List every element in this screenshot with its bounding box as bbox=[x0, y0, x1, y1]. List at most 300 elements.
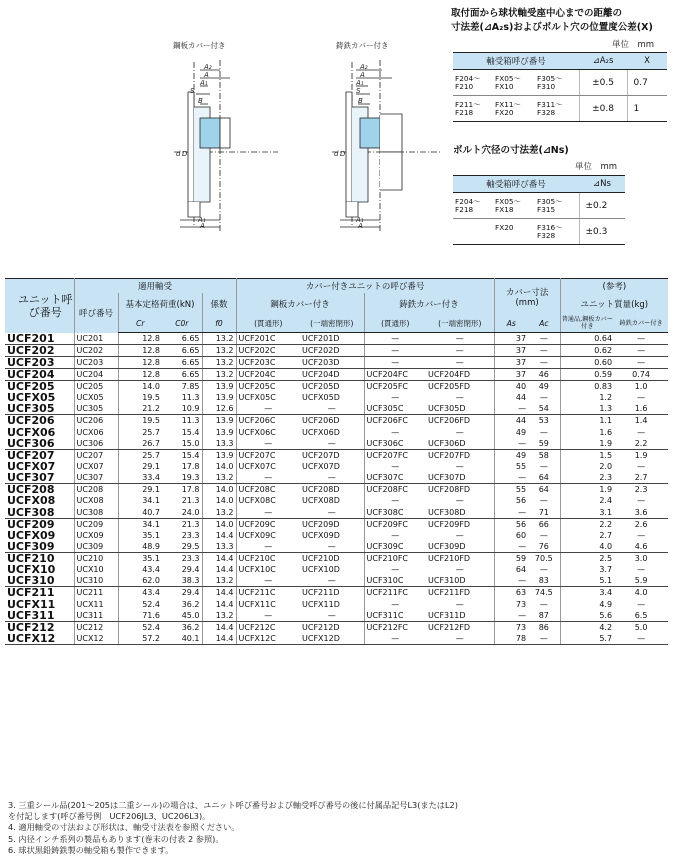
table-row bbox=[5, 530, 668, 541]
cor-value: 21.3 bbox=[181, 519, 200, 529]
cor-value: 15.4 bbox=[181, 427, 200, 437]
iron-closed: UCF207FD bbox=[428, 450, 471, 460]
header-cor: C0r bbox=[162, 315, 202, 333]
f0-value: 14.4 bbox=[202, 598, 236, 609]
as-value: 64 bbox=[494, 564, 528, 575]
mass-iron: 1.0 bbox=[634, 382, 648, 391]
iron-through: UCF207FC bbox=[364, 449, 426, 461]
mass-standard: 2.3 bbox=[560, 472, 614, 484]
footnote: 6. 球状黒鉛鋳鉄製の軸受箱も製作できます。 bbox=[8, 844, 174, 855]
table-row bbox=[5, 575, 668, 587]
ac-value: 64 bbox=[538, 485, 549, 495]
cor-value: 36.2 bbox=[181, 622, 200, 632]
ac-value: 46 bbox=[528, 369, 560, 381]
unit-number: UCF207 bbox=[7, 448, 55, 462]
bearing-number: UC202 bbox=[74, 345, 118, 357]
unit-number: UCFX07 bbox=[7, 459, 56, 473]
header-mass-standard: 普通品,鋼板カバー付き bbox=[560, 315, 614, 333]
f0-value: 13.9 bbox=[202, 392, 236, 403]
table-row bbox=[5, 333, 668, 345]
mass-iron: 5.0 bbox=[634, 622, 648, 632]
unit-number: UCFX08 bbox=[7, 494, 56, 508]
steel-closed: UCF210D bbox=[302, 553, 340, 563]
mass-standard: 2.7 bbox=[560, 530, 614, 541]
table-row bbox=[5, 381, 668, 393]
tol-housing-b: FX11〜FX20 bbox=[495, 99, 521, 117]
steel-closed: — bbox=[300, 507, 364, 519]
steel-closed: UCF203D bbox=[300, 357, 364, 369]
steel-closed: UCFX10D bbox=[302, 565, 340, 575]
svg-text:B: B bbox=[198, 97, 203, 105]
iron-closed: — bbox=[455, 496, 464, 506]
tol-row bbox=[453, 96, 667, 122]
cor-value: 24.0 bbox=[162, 507, 202, 519]
as-value: 37 bbox=[494, 333, 528, 345]
bearing-number: UC206 bbox=[74, 415, 118, 427]
bearing-number: UC307 bbox=[74, 472, 118, 484]
cr-value: 52.4 bbox=[118, 598, 162, 609]
f0-value: 14.4 bbox=[202, 633, 236, 645]
iron-through: UCF209FC bbox=[364, 518, 426, 530]
ac-value: 87 bbox=[528, 610, 560, 622]
cr-value: 25.7 bbox=[118, 449, 162, 461]
iron-through: — bbox=[364, 392, 426, 403]
steel-through: UCF202C bbox=[236, 345, 300, 357]
iron-closed: UCF305D bbox=[426, 403, 494, 415]
header-unit-mass: ユニット質量(kg) bbox=[560, 293, 668, 315]
iron-through: UCF212FC bbox=[364, 621, 426, 633]
table-row bbox=[5, 598, 668, 609]
steel-closed: UCF206D bbox=[302, 416, 340, 426]
cor-value: 45.0 bbox=[162, 610, 202, 622]
ac-value: 70.5 bbox=[534, 553, 553, 563]
steel-closed: — bbox=[300, 438, 364, 450]
iron-through: — bbox=[364, 333, 426, 345]
mass-iron: 2.2 bbox=[614, 438, 668, 450]
cr-value: 25.7 bbox=[118, 426, 162, 437]
ac-value: 53 bbox=[538, 416, 549, 426]
iron-through: — bbox=[364, 530, 426, 541]
f0-value: 14.4 bbox=[202, 621, 236, 633]
mass-standard: 1.9 bbox=[560, 484, 614, 496]
iron-through: UCF211FC bbox=[364, 587, 426, 599]
mass-iron: 2.7 bbox=[614, 472, 668, 484]
steel-through: UCF204C bbox=[236, 369, 300, 381]
mass-standard: 1.9 bbox=[560, 438, 614, 450]
steel-closed: UCFX12D bbox=[300, 633, 364, 645]
svg-text:A: A bbox=[358, 222, 363, 230]
ac-value: 49 bbox=[538, 382, 549, 391]
table-row bbox=[5, 357, 668, 369]
bearing-number: UC311 bbox=[74, 610, 118, 622]
cr-value: 14.0 bbox=[118, 381, 162, 393]
iron-through: — bbox=[364, 357, 426, 369]
tol-housing-a: F204〜F210 bbox=[455, 73, 481, 91]
table-row bbox=[5, 392, 668, 403]
mass-standard: 0.59 bbox=[560, 369, 614, 381]
table-row bbox=[5, 610, 668, 622]
mass-iron: — bbox=[614, 333, 668, 345]
bolt-housing-a bbox=[453, 224, 493, 240]
cor-value: 19.3 bbox=[162, 472, 202, 484]
steel-through: UCF201C bbox=[236, 333, 300, 345]
f0-value: 13.9 bbox=[202, 381, 236, 393]
cor-value: 15.4 bbox=[181, 450, 200, 460]
bearing-number: UC205 bbox=[74, 381, 118, 393]
table-row bbox=[5, 484, 668, 496]
iron-through: UCF306C bbox=[364, 438, 426, 450]
mass-standard: 4.9 bbox=[560, 598, 614, 609]
steel-cover-caption: 鋼板カバー付き bbox=[173, 41, 226, 50]
bearing-number: UC204 bbox=[74, 369, 118, 381]
as-value: 56 bbox=[494, 495, 528, 506]
iron-closed: — bbox=[455, 565, 464, 575]
cr-value: 12.8 bbox=[118, 333, 162, 345]
bearing-number: UCX12 bbox=[74, 633, 118, 645]
table-row bbox=[5, 587, 668, 599]
steel-through: UCFX06C bbox=[236, 426, 300, 437]
iron-closed: UCF308D bbox=[426, 507, 494, 519]
steel-through: UCF211C bbox=[236, 587, 300, 599]
svg-text:A₂: A₂ bbox=[204, 63, 212, 71]
table-row bbox=[5, 403, 668, 415]
iron-closed: — bbox=[455, 461, 464, 471]
cr-value: 52.4 bbox=[118, 621, 162, 633]
table-row bbox=[5, 621, 668, 633]
cor-value: 6.65 bbox=[162, 333, 202, 345]
as-value: 73 bbox=[494, 621, 528, 633]
f0-value: 13.3 bbox=[202, 438, 236, 450]
cor-value: 6.65 bbox=[162, 357, 202, 369]
bearing-number: UCX06 bbox=[74, 426, 118, 437]
bearing-number: UC208 bbox=[74, 484, 118, 496]
cor-value: 29.4 bbox=[181, 565, 200, 575]
iron-closed: — bbox=[426, 357, 494, 369]
mass-standard: 2.4 bbox=[560, 495, 614, 506]
ac-value: 83 bbox=[528, 575, 560, 587]
f0-value: 14.4 bbox=[202, 530, 236, 541]
header-factor: 係数 bbox=[202, 293, 236, 315]
unit-number: UCF308 bbox=[5, 507, 74, 519]
bearing-number: UC211 bbox=[74, 587, 118, 599]
footnote: 3. 三重シール品(201〜205は二重シール)の場合は、ユニット呼び番号および軸受呼び番号の後に付属品記号L3(またはL2) bbox=[8, 800, 458, 810]
iron-closed: — bbox=[455, 530, 464, 540]
f0-value: 13.9 bbox=[202, 426, 236, 437]
ac-value: — bbox=[539, 599, 548, 609]
cr-value: 12.8 bbox=[118, 345, 162, 357]
f0-value: 13.2 bbox=[202, 575, 236, 587]
f0-value: 13.2 bbox=[202, 369, 236, 381]
header-as: As bbox=[494, 315, 528, 333]
svg-text:A₁: A₁ bbox=[198, 216, 206, 224]
cr-value: 26.7 bbox=[118, 438, 162, 450]
bolt-header-housing: 軸受箱呼び番号 bbox=[453, 176, 579, 193]
mass-standard: 3.4 bbox=[560, 587, 614, 599]
iron-through: UCF206FC bbox=[364, 415, 426, 427]
tol-x-value: 1 bbox=[627, 96, 667, 122]
table-row bbox=[5, 633, 668, 645]
as-value: — bbox=[494, 541, 528, 553]
iron-through: — bbox=[364, 345, 426, 357]
tol-a2s-value: ±0.8 bbox=[579, 96, 627, 122]
as-value: 63 bbox=[494, 587, 528, 599]
header-iron-through: (貫通形) bbox=[364, 315, 426, 333]
cr-value: 62.0 bbox=[118, 575, 162, 587]
bolt-housing-a: F204〜F218 bbox=[455, 196, 481, 214]
cor-value: 15.0 bbox=[162, 438, 202, 450]
as-value: — bbox=[494, 472, 528, 484]
iron-closed: UCF210FD bbox=[428, 553, 471, 563]
steel-closed: — bbox=[300, 610, 364, 622]
iron-through: — bbox=[364, 564, 426, 575]
bearing-number: UC210 bbox=[74, 552, 118, 564]
iron-closed: — bbox=[426, 345, 494, 357]
mass-standard: 4.2 bbox=[560, 621, 614, 633]
header-applicable-bearing: 適用軸受 bbox=[74, 279, 236, 293]
tolerance-title-line1: 取付面から球状軸受座中心までの距離の bbox=[451, 8, 623, 19]
steel-through: — bbox=[236, 610, 300, 622]
table-row bbox=[5, 438, 668, 450]
steel-closed: UCFX06D bbox=[302, 427, 340, 437]
steel-closed: UCF205D bbox=[302, 382, 340, 391]
f0-value: 13.2 bbox=[202, 472, 236, 484]
mass-standard: 3.7 bbox=[560, 564, 614, 575]
iron-cover-drawing bbox=[322, 52, 452, 237]
mass-standard: 2.5 bbox=[560, 552, 614, 564]
header-reference: (参考) bbox=[560, 279, 668, 293]
f0-value: 13.2 bbox=[202, 507, 236, 519]
steel-through: UCFX12C bbox=[236, 633, 300, 645]
unit-number: UCF208 bbox=[7, 483, 55, 497]
cor-value: 11.3 bbox=[181, 393, 200, 403]
header-iron-cover: 鋳鉄カバー付き bbox=[364, 293, 494, 315]
iron-through: UCF204FC bbox=[364, 369, 426, 381]
iron-closed: UCF211FD bbox=[428, 588, 471, 598]
cor-value: 29.4 bbox=[181, 588, 200, 598]
mass-iron: 3.0 bbox=[634, 553, 648, 563]
as-value: 78 bbox=[494, 633, 528, 645]
mass-iron: 4.6 bbox=[614, 541, 668, 553]
ac-value: — bbox=[539, 427, 548, 437]
f0-value: 13.2 bbox=[202, 357, 236, 369]
iron-through: UCF310C bbox=[364, 575, 426, 587]
mass-iron: 1.9 bbox=[634, 450, 648, 460]
iron-through: UCF208FC bbox=[364, 484, 426, 496]
cor-value: 23.3 bbox=[181, 553, 200, 563]
cor-value: 38.3 bbox=[162, 575, 202, 587]
cor-value: 11.3 bbox=[181, 416, 200, 426]
tolerance-unit: 単位 mm bbox=[612, 40, 655, 50]
iron-through: UCF309C bbox=[364, 541, 426, 553]
cor-value: 10.9 bbox=[162, 403, 202, 415]
bearing-number: UC201 bbox=[74, 333, 118, 345]
mass-standard: 1.1 bbox=[560, 415, 614, 427]
cr-value: 43.4 bbox=[118, 564, 162, 575]
mass-standard: 1.3 bbox=[560, 403, 614, 415]
table-row bbox=[5, 518, 668, 530]
iron-closed: UCF205FD bbox=[428, 382, 471, 391]
iron-closed: — bbox=[426, 633, 494, 645]
mass-iron: — bbox=[614, 633, 668, 645]
svg-text:D: D bbox=[340, 150, 346, 158]
bearing-number: UC305 bbox=[74, 403, 118, 415]
f0-value: 14.0 bbox=[202, 495, 236, 506]
f0-value: 14.0 bbox=[202, 461, 236, 472]
f0-value: 14.4 bbox=[202, 552, 236, 564]
bearing-number: UCX10 bbox=[74, 564, 118, 575]
unit-number: UCF205 bbox=[7, 380, 55, 393]
unit-number: UCF307 bbox=[5, 472, 74, 484]
unit-number: UCF209 bbox=[7, 517, 55, 531]
mass-iron: — bbox=[614, 357, 668, 369]
steel-through: UCF210C bbox=[236, 552, 300, 564]
footnote: を付記します(呼び番号例 UCF206JL3、UC206L3)。 bbox=[8, 811, 211, 822]
steel-closed: UCF204D bbox=[300, 369, 364, 381]
steel-through: UCFX08C bbox=[236, 495, 300, 506]
mass-standard: 4.0 bbox=[560, 541, 614, 553]
unit-number: UCF202 bbox=[5, 345, 74, 357]
svg-text:A: A bbox=[200, 222, 205, 230]
as-value: 37 bbox=[494, 345, 528, 357]
steel-through: UCF205C bbox=[236, 381, 300, 393]
svg-text:A: A bbox=[360, 71, 365, 79]
mass-standard: 2.0 bbox=[560, 461, 614, 472]
steel-through: UCF209C bbox=[236, 518, 300, 530]
cr-value: 34.1 bbox=[118, 518, 162, 530]
ac-value: 76 bbox=[528, 541, 560, 553]
table-row bbox=[5, 415, 668, 427]
as-value: 37 bbox=[494, 357, 528, 369]
steel-closed: — bbox=[300, 541, 364, 553]
unit-number: UCFX12 bbox=[5, 633, 74, 645]
mass-iron: — bbox=[637, 599, 646, 609]
unit-number: UCFX11 bbox=[7, 597, 56, 611]
mass-iron: — bbox=[637, 427, 646, 437]
header-cover-unit-number: カバー付きユニットの呼び番号 bbox=[236, 279, 494, 293]
mass-iron: — bbox=[637, 393, 646, 403]
tol-header-x: X bbox=[627, 53, 667, 70]
header-ac: Ac bbox=[528, 315, 560, 333]
iron-closed: UCF311D bbox=[426, 610, 494, 622]
unit-number: UCFX10 bbox=[7, 563, 56, 577]
iron-closed: UCF306D bbox=[426, 438, 494, 450]
iron-through: — bbox=[364, 598, 426, 609]
ac-value: — bbox=[528, 345, 560, 357]
bolt-title: ボルト穴径の寸法差(⊿Ns) bbox=[453, 145, 569, 156]
tol-housing-c: F305〜F310 bbox=[537, 73, 563, 91]
steel-closed: UCF209D bbox=[302, 519, 340, 529]
cr-value: 29.1 bbox=[118, 484, 162, 496]
cr-value: 40.7 bbox=[118, 507, 162, 519]
steel-through: UCFX09C bbox=[236, 530, 300, 541]
mass-iron: 5.9 bbox=[614, 575, 668, 587]
f0-value: 13.9 bbox=[202, 415, 236, 427]
bolt-table bbox=[453, 175, 625, 245]
iron-closed: UCF307D bbox=[426, 472, 494, 484]
table-row bbox=[5, 564, 668, 575]
header-cover-dims: カバー寸法(mm) bbox=[494, 279, 560, 315]
svg-text:S: S bbox=[356, 87, 361, 95]
iron-through: — bbox=[364, 461, 426, 472]
unit-number: UCFX09 bbox=[7, 528, 56, 542]
cor-value: 40.1 bbox=[162, 633, 202, 645]
bolt-header-ns: ⊿Ns bbox=[579, 176, 625, 193]
f0-value: 13.2 bbox=[202, 610, 236, 622]
svg-text:B: B bbox=[358, 97, 363, 105]
iron-closed: UCF209FD bbox=[428, 519, 471, 529]
f0-value: 14.0 bbox=[202, 484, 236, 496]
f0-value: 13.2 bbox=[202, 345, 236, 357]
steel-through: — bbox=[236, 472, 300, 484]
as-value: 49 bbox=[494, 449, 528, 461]
as-value: 37 bbox=[494, 369, 528, 381]
f0-value: 13.9 bbox=[202, 449, 236, 461]
bolt-row bbox=[453, 219, 625, 245]
steel-closed: UCF201D bbox=[300, 333, 364, 345]
iron-through: UCF311C bbox=[364, 610, 426, 622]
table-row bbox=[5, 345, 668, 357]
as-value: 49 bbox=[494, 426, 528, 437]
unit-number: UCFX06 bbox=[7, 425, 56, 439]
as-value: 44 bbox=[494, 392, 528, 403]
f0-value: 14.4 bbox=[202, 564, 236, 575]
cr-value: 29.1 bbox=[118, 461, 162, 472]
ac-value: — bbox=[539, 393, 548, 403]
steel-through: UCF208C bbox=[236, 484, 300, 496]
ac-value: 54 bbox=[528, 403, 560, 415]
unit-number: UCF210 bbox=[7, 551, 55, 565]
unit-number: UCF201 bbox=[5, 333, 74, 345]
tol-header-housing: 軸受箱呼び番号 bbox=[453, 53, 579, 70]
svg-text:A₁: A₁ bbox=[356, 79, 364, 87]
unit-number: UCF204 bbox=[5, 369, 74, 381]
header-load-rating: 基本定格荷重(kN) bbox=[118, 293, 202, 315]
steel-closed: UCF211D bbox=[302, 588, 340, 598]
steel-through: UCFX05C bbox=[236, 392, 300, 403]
ac-value: — bbox=[539, 530, 548, 540]
ac-value: 66 bbox=[538, 519, 549, 529]
ac-value: 58 bbox=[538, 450, 549, 460]
steel-closed: UCF202D bbox=[300, 345, 364, 357]
iron-through: UCF307C bbox=[364, 472, 426, 484]
ac-value: — bbox=[539, 461, 548, 471]
as-value: — bbox=[494, 403, 528, 415]
footnote: 5. 内径インチ系列の製品もあります(巻末の付表 2 参照)。 bbox=[8, 833, 224, 844]
cr-value: 35.1 bbox=[118, 530, 162, 541]
ac-value: 71 bbox=[528, 507, 560, 519]
iron-closed: — bbox=[455, 427, 464, 437]
mass-standard: 0.83 bbox=[560, 381, 614, 393]
bearing-number: UCX08 bbox=[74, 495, 118, 506]
svg-text:S: S bbox=[190, 87, 195, 95]
header-bearing-number: 呼び番号 bbox=[74, 293, 118, 333]
mass-iron: 3.6 bbox=[614, 507, 668, 519]
as-value: 55 bbox=[494, 461, 528, 472]
as-value: — bbox=[494, 610, 528, 622]
bolt-housing-c: F305〜F315 bbox=[537, 196, 563, 214]
table-row bbox=[5, 552, 668, 564]
as-value: — bbox=[494, 507, 528, 519]
cr-value: 12.8 bbox=[118, 357, 162, 369]
bearing-number: UC212 bbox=[74, 621, 118, 633]
mass-iron: 0.74 bbox=[614, 369, 668, 381]
unit-number: UCF206 bbox=[7, 414, 55, 428]
unit-number: UCFX05 bbox=[7, 391, 56, 405]
cr-value: 35.1 bbox=[118, 552, 162, 564]
iron-through: UCF308C bbox=[364, 507, 426, 519]
mass-standard: 5.1 bbox=[560, 575, 614, 587]
mass-standard: 0.64 bbox=[560, 333, 614, 345]
